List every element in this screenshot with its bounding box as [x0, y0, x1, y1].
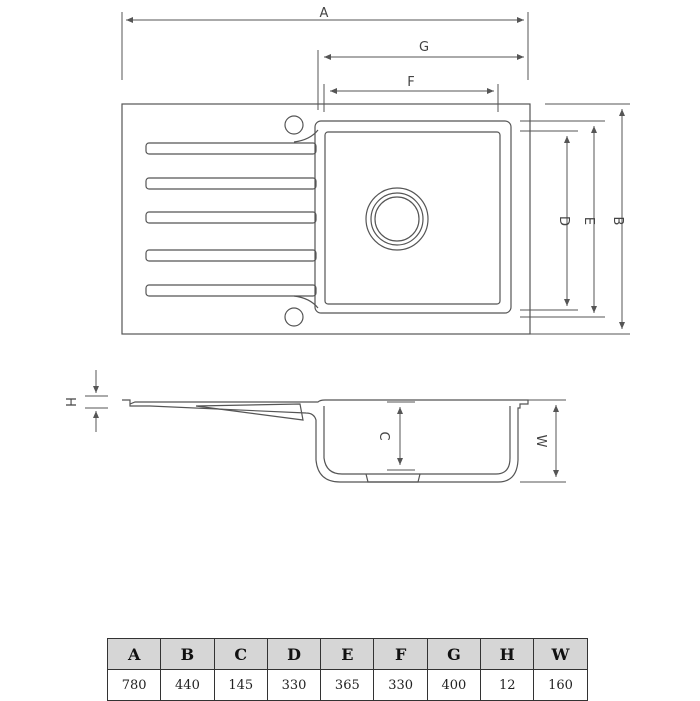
bowl-inner [325, 132, 500, 304]
header-cell: D [267, 639, 320, 670]
dim-label-w: W [533, 434, 548, 448]
dim-label-a: A [319, 6, 329, 21]
drainer-groove [146, 178, 316, 189]
bowl-inner-profile [324, 406, 510, 474]
value-cell: 12 [481, 670, 534, 701]
dim-label-e: E [581, 216, 596, 226]
header-cell: F [374, 639, 427, 670]
drainer-groove [146, 143, 316, 154]
value-cell: 440 [161, 670, 214, 701]
sink-outline [122, 104, 530, 334]
table-value-row [108, 670, 588, 701]
dim-label-f: F [407, 75, 415, 90]
value-cell: 780 [108, 670, 161, 701]
dim-label-g: G [418, 40, 430, 55]
header-cell: E [321, 639, 374, 670]
sink-profile [122, 400, 528, 482]
tap-hole-top [285, 116, 303, 134]
dimension-lines-top [122, 12, 630, 334]
header-cell: H [481, 639, 534, 670]
drainer-groove [146, 212, 316, 223]
table-header-row [108, 639, 588, 670]
outlet [366, 474, 420, 482]
dim-label-d: D [556, 215, 571, 227]
dim-label-c: C [376, 431, 391, 441]
drainer-groove [146, 285, 316, 296]
header-cell: A [108, 639, 161, 670]
value-cell: 365 [321, 670, 374, 701]
value-cell: 330 [374, 670, 427, 701]
side-view [122, 400, 528, 482]
bowl-outer [315, 121, 511, 313]
dim-label-h: H [62, 397, 77, 407]
dim-label-b: B [610, 216, 625, 226]
header-cell: C [214, 639, 267, 670]
header-cell: B [161, 639, 214, 670]
value-cell: 145 [214, 670, 267, 701]
drain-middle [371, 193, 423, 245]
header-cell: G [427, 639, 480, 670]
tap-hole-bottom [285, 308, 303, 326]
drain-inner [375, 197, 419, 241]
top-view [122, 104, 530, 334]
value-cell: 400 [427, 670, 480, 701]
value-cell: 160 [534, 670, 587, 701]
header-cell: W [534, 639, 587, 670]
value-cell: 330 [267, 670, 320, 701]
drainer-groove [146, 250, 316, 261]
dimension-table [107, 638, 588, 701]
